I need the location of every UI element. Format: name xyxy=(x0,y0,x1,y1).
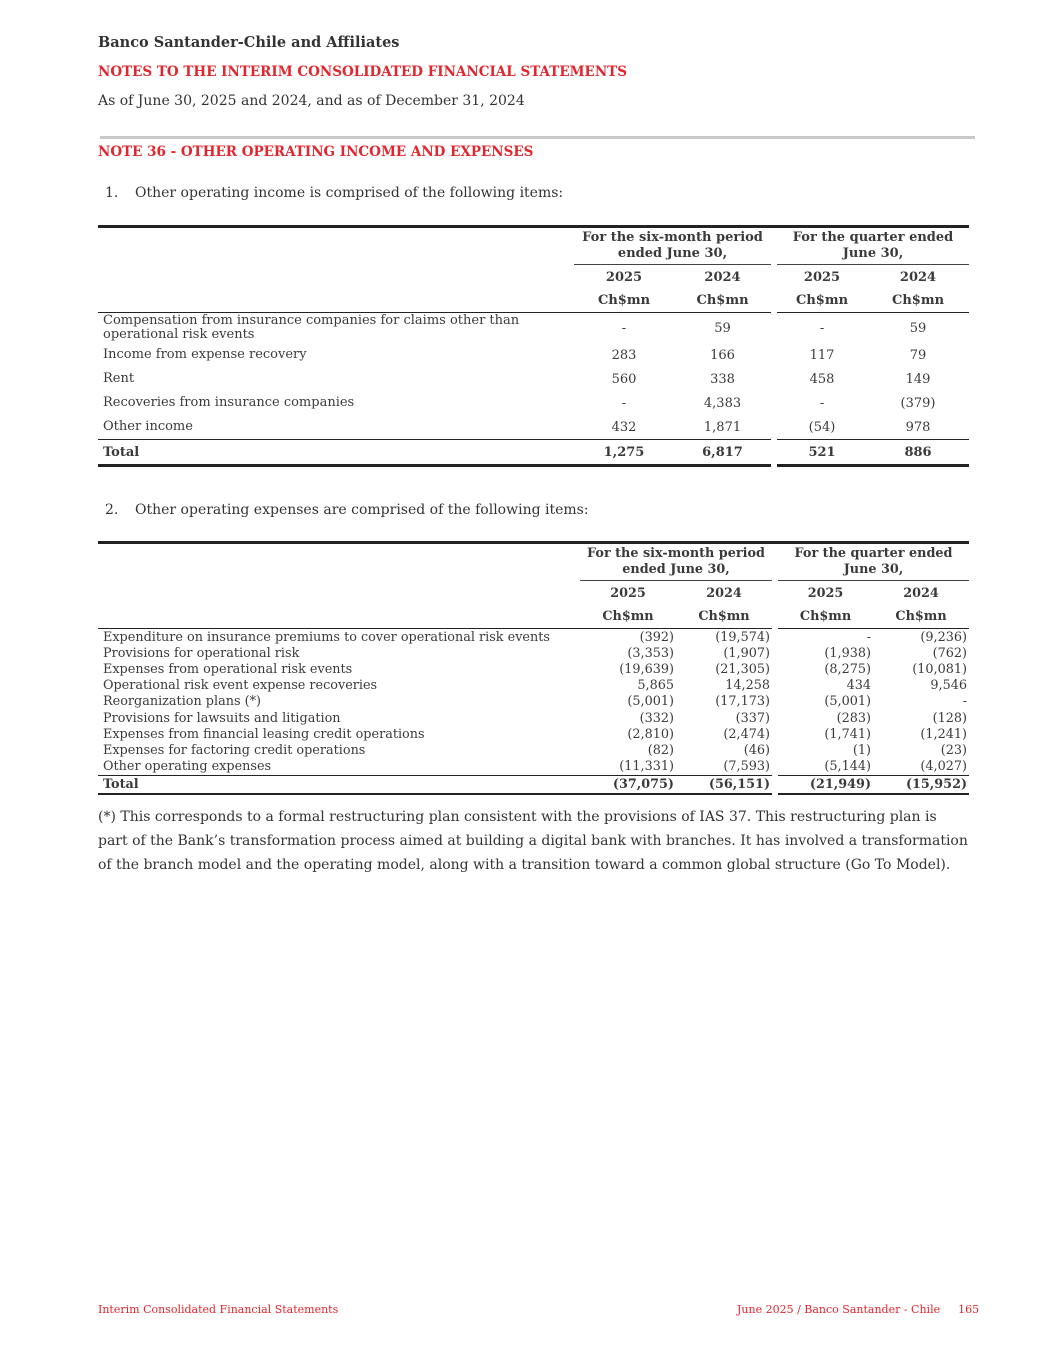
cell-value: 79 xyxy=(909,347,927,363)
group-header-six-month xyxy=(580,543,772,581)
header-divider xyxy=(100,136,975,139)
cell-value: 978 xyxy=(905,419,931,435)
group-header-line: For the quarter ended xyxy=(794,546,953,561)
row-label: Provisions for lawsuits and litigation xyxy=(103,710,341,726)
row-label: Operational risk event expense recoveries xyxy=(103,678,378,694)
company-name: Banco Santander-Chile and Affiliates xyxy=(98,34,400,51)
cell-value: - xyxy=(866,629,872,645)
cell-value: - xyxy=(621,395,627,411)
note-heading: NOTE 36 - OTHER OPERATING INCOME AND EXPENSES xyxy=(98,144,534,160)
cell-value: - xyxy=(621,320,627,336)
group-header-line: June 30, xyxy=(843,562,904,577)
total-value: 521 xyxy=(777,440,867,466)
total-row xyxy=(98,775,969,794)
cell-value: (19,574) xyxy=(715,629,771,645)
cell-value: 166 xyxy=(710,347,735,363)
cell-value: (283) xyxy=(836,710,872,726)
year-header: 2025 xyxy=(803,269,841,285)
table-row xyxy=(98,313,969,344)
unit-header: Ch$mn xyxy=(873,605,969,629)
cell-value: 1,871 xyxy=(703,419,742,435)
row-label: Compensation from insurance companies for claims other than operational risk events xyxy=(103,313,520,342)
row-label: Other income xyxy=(103,419,193,434)
year-header: 2025 xyxy=(610,585,646,601)
cell-value: - xyxy=(819,395,825,411)
footer-right-text: June 2025 / Banco Santander - Chile xyxy=(737,1303,941,1316)
cell-value: (7,593) xyxy=(723,759,771,775)
table-row xyxy=(98,645,969,661)
cell-value: (392) xyxy=(639,629,674,645)
cell-value: (9,236) xyxy=(920,629,968,645)
table-row xyxy=(98,726,969,742)
cell-value: (5,144) xyxy=(824,759,872,775)
table-row xyxy=(98,629,969,646)
table-row xyxy=(98,694,969,710)
unit-header: Ch$mn xyxy=(778,605,873,629)
table-row xyxy=(98,710,969,726)
group-header-line: June 30, xyxy=(842,246,904,261)
cell-value: (1,907) xyxy=(723,645,771,661)
row-label: Provisions for operational risk xyxy=(103,645,300,661)
cell-value: (2,474) xyxy=(723,726,771,742)
cell-value: (11,331) xyxy=(619,759,674,775)
cell-value: (762) xyxy=(932,645,968,661)
table-row xyxy=(98,661,969,677)
year-header: 2024 xyxy=(704,269,741,285)
cell-value: (379) xyxy=(900,395,936,411)
cell-value: (1) xyxy=(852,742,872,758)
cell-value: (337) xyxy=(735,710,771,726)
section1-number: 1. xyxy=(105,185,119,201)
unit-header: Ch$mn xyxy=(676,605,772,629)
total-value: (37,075) xyxy=(580,775,676,794)
group-header-line: For the quarter ended xyxy=(792,230,954,245)
cell-value: 434 xyxy=(846,678,872,694)
unit-header: Ch$mn xyxy=(580,605,676,629)
total-value: (21,949) xyxy=(778,775,873,794)
cell-value: (54) xyxy=(808,419,836,435)
cell-value: (17,173) xyxy=(715,694,771,710)
cell-value: 338 xyxy=(710,371,735,387)
year-header: 2024 xyxy=(706,585,742,601)
table-row xyxy=(98,391,969,415)
group-header-line: ended June 30, xyxy=(622,562,730,577)
table-row xyxy=(98,367,969,391)
row-label: Reorganization plans (*) xyxy=(103,694,261,710)
cell-value: 4,383 xyxy=(703,395,742,411)
cell-value: - xyxy=(819,320,825,336)
total-row xyxy=(98,440,969,466)
date-line: As of June 30, 2025 and 2024, and as of December 31, 2024 xyxy=(98,93,525,109)
cell-value: - xyxy=(962,694,968,710)
table-row xyxy=(98,343,969,367)
cell-value: 5,865 xyxy=(637,678,674,694)
section1-title-text: Other operating income is comprised of the following items: xyxy=(135,185,564,201)
cell-value: 59 xyxy=(909,320,927,336)
cell-value: 14,258 xyxy=(725,678,771,694)
cell-value: 149 xyxy=(905,371,931,387)
cell-value: (82) xyxy=(647,742,674,758)
unit-header: Ch$mn xyxy=(867,289,969,313)
row-label: Income from expense recovery xyxy=(103,347,307,362)
cell-value: (3,353) xyxy=(627,645,674,661)
year-header: 2025 xyxy=(605,269,643,285)
row-label: Recoveries from insurance companies xyxy=(103,395,355,410)
row-label: Rent xyxy=(103,371,135,386)
cell-value: 560 xyxy=(611,371,637,387)
total-value: (56,151) xyxy=(676,775,772,794)
total-value: 886 xyxy=(867,440,969,466)
cell-value: (21,305) xyxy=(715,661,771,677)
section2-title-text: Other operating expenses are comprised of the following items: xyxy=(135,502,589,518)
section1-title xyxy=(105,185,563,201)
group-header-line: For the six-month period xyxy=(582,230,763,245)
cell-value: (8,275) xyxy=(824,661,872,677)
unit-header: Ch$mn xyxy=(574,289,674,313)
notes-title: NOTES TO THE INTERIM CONSOLIDATED FINANCIAL STATEMENTS xyxy=(98,64,627,80)
cell-value: (1,938) xyxy=(824,645,872,661)
cell-value: (1,741) xyxy=(824,726,872,742)
footer-right xyxy=(737,1303,979,1316)
cell-value: (23) xyxy=(940,742,968,758)
cell-value: 432 xyxy=(611,419,637,435)
cell-value: (10,081) xyxy=(912,661,968,677)
section2-title xyxy=(105,502,589,518)
footnote: (*) This corresponds to a formal restructuring plan consistent with the provisions of IAS 37. This restructuring plan is part of the Bank’s transformation process aimed at building a digital bank with branches. It has involved a transformation of the branch model and the operating model, along with a transition toward a common global structure (Go To Model). xyxy=(98,809,968,873)
cell-value: (5,001) xyxy=(824,694,872,710)
group-header-line: ended June 30, xyxy=(617,246,728,261)
unit-header: Ch$mn xyxy=(777,289,867,313)
group-header-quarter xyxy=(777,227,969,265)
cell-value: (19,639) xyxy=(619,661,674,677)
cell-value: (46) xyxy=(743,742,771,758)
cell-value: (128) xyxy=(932,710,968,726)
table-row xyxy=(98,678,969,694)
total-value: (15,952) xyxy=(873,775,969,794)
total-value: 6,817 xyxy=(674,440,771,466)
page-number: 165 xyxy=(958,1303,980,1316)
cell-value: (4,027) xyxy=(920,759,968,775)
year-header: 2024 xyxy=(899,269,937,285)
expenses-table xyxy=(98,541,969,795)
cell-value: 283 xyxy=(611,347,637,363)
total-label: Total xyxy=(98,775,580,794)
cell-value: 458 xyxy=(809,371,835,387)
table-row xyxy=(98,759,969,776)
cell-value: 9,546 xyxy=(930,678,968,694)
cell-value: (5,001) xyxy=(627,694,674,710)
section2-number: 2. xyxy=(105,502,119,518)
group-header-six-month xyxy=(574,227,771,265)
row-label: Expenses from financial leasing credit operations xyxy=(103,726,425,742)
cell-value: 117 xyxy=(809,347,835,363)
footer-left: Interim Consolidated Financial Statements xyxy=(98,1303,339,1316)
row-label: Other operating expenses xyxy=(103,759,272,775)
year-header: 2025 xyxy=(807,585,844,601)
income-table xyxy=(98,225,969,467)
group-header-line: For the six-month period xyxy=(587,546,765,561)
table-row xyxy=(98,742,969,758)
row-label: Expenditure on insurance premiums to cover operational risk events xyxy=(103,629,550,645)
cell-value: (2,810) xyxy=(627,726,674,742)
cell-value: 59 xyxy=(714,320,731,336)
year-header: 2024 xyxy=(903,585,939,601)
cell-value: (332) xyxy=(639,710,674,726)
total-label: Total xyxy=(98,440,574,466)
table-row xyxy=(98,415,969,440)
cell-value: (1,241) xyxy=(920,726,968,742)
row-label: Expenses from operational risk events xyxy=(103,661,353,677)
unit-header: Ch$mn xyxy=(674,289,771,313)
total-value: 1,275 xyxy=(574,440,674,466)
group-header-quarter xyxy=(778,543,969,581)
row-label: Expenses for factoring credit operations xyxy=(103,742,366,758)
